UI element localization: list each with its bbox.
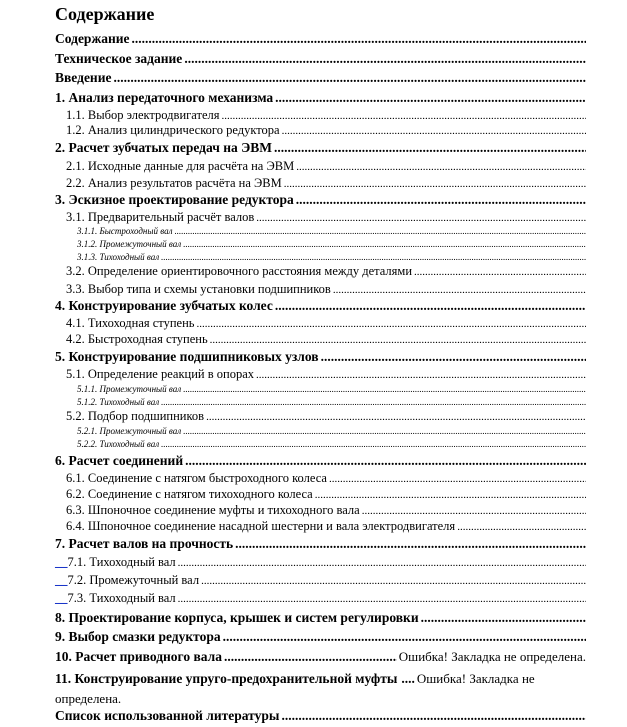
toc-entry-label: 1.2. Анализ цилиндрического редуктора	[66, 123, 280, 137]
toc-entry[interactable]	[55, 192, 586, 208]
toc-entry-label: 3.2. Определение ориентировочного расстояния между деталями	[66, 264, 413, 278]
toc-entry[interactable]	[55, 70, 586, 86]
toc-entry[interactable]	[55, 316, 586, 331]
toc-entry-label: 7.3. Тихоходный вал	[67, 591, 176, 605]
toc-entry-label: 1.1. Выбор электродвигателя	[66, 108, 220, 122]
dot-leader	[275, 90, 586, 106]
dot-leader	[196, 316, 586, 331]
dot-leader	[256, 210, 586, 225]
hyperlink-marker[interactable]: __	[55, 555, 68, 569]
toc-entry-label: 5. Конструирование подшипниковых узлов	[55, 349, 319, 364]
dot-leader	[421, 610, 586, 626]
toc-entry-label: 6.2. Соединение с натягом тихоходного колеса	[66, 487, 313, 501]
toc-entry[interactable]	[55, 31, 586, 47]
dot-leader	[210, 332, 586, 347]
toc-entry[interactable]	[55, 159, 586, 174]
toc-entry[interactable]	[55, 555, 586, 570]
hyperlink-marker[interactable]: __	[55, 591, 68, 605]
toc-entry[interactable]	[55, 503, 586, 518]
dot-leader	[185, 453, 586, 469]
dot-leader	[414, 264, 586, 279]
dot-leader	[161, 252, 586, 262]
hyperlink-marker[interactable]: __	[55, 573, 68, 587]
dot-leader	[256, 367, 586, 382]
toc-entry-label: 5.2.1. Промежуточный вал	[77, 426, 182, 436]
toc-entry-label: 1. Анализ передаточного механизма	[55, 90, 274, 105]
dot-leader	[362, 503, 586, 518]
dot-leader	[113, 70, 586, 86]
toc-entry[interactable]	[55, 123, 586, 138]
toc-entry[interactable]	[55, 439, 586, 449]
toc-entry[interactable]	[55, 140, 586, 156]
dot-leader	[224, 649, 397, 665]
toc-entry[interactable]	[55, 367, 586, 382]
toc-entry-label: Техническое задание	[55, 51, 183, 66]
toc-entry-label: 4. Конструирование зубчатых колес	[55, 298, 273, 313]
toc-entry[interactable]	[55, 536, 586, 552]
dot-leader	[296, 159, 586, 174]
toc-entry-label: 6. Расчет соединений	[55, 453, 184, 468]
toc-entry-label: 2. Расчет зубчатых передач на ЭВМ	[55, 140, 273, 155]
toc-entry-label: 5.1.1. Промежуточный вал	[77, 384, 182, 394]
dot-leader	[282, 123, 586, 138]
toc-entry-label: 5.2. Подбор подшипников	[66, 409, 205, 423]
dot-leader	[161, 397, 586, 407]
toc-entry-label: 9. Выбор смазки редуктора	[55, 629, 221, 644]
dot-leader	[457, 519, 586, 534]
bookmark-error-text: Ошибка! Закладка не определена.	[398, 649, 586, 664]
toc-entry-label: 5.1. Определение реакций в опорах	[66, 367, 255, 381]
toc-entry-label: 3.3. Выбор типа и схемы установки подшипников	[66, 282, 331, 296]
toc-entry[interactable]	[55, 349, 586, 365]
dot-leader	[206, 409, 586, 424]
toc-entry[interactable]	[55, 384, 586, 394]
toc-entry-label: 4.1. Тихоходная ступень	[66, 316, 195, 330]
toc-entry[interactable]	[55, 51, 586, 67]
toc-entry-label: 7.2. Промежуточный вал	[67, 573, 200, 587]
toc-entry[interactable]	[55, 426, 586, 436]
dot-leader	[281, 708, 586, 724]
dot-leader	[201, 573, 586, 588]
toc-entry-label: 6.4. Шпоночное соединение насадной шестерни и вала электродвигателя	[66, 519, 456, 533]
dot-leader	[183, 239, 586, 249]
dot-leader	[222, 108, 587, 123]
toc-entry[interactable]	[55, 397, 586, 407]
dot-leader	[329, 471, 586, 486]
dot-leader	[175, 226, 586, 236]
toc-entry-label: 7.1. Тихоходный вал	[67, 555, 176, 569]
toc-entry-label: 2.1. Исходные данные для расчёта на ЭВМ	[66, 159, 295, 173]
dot-leader	[296, 192, 586, 208]
toc-entry-label: 11. Конструирование упруго-предохранительной муфты	[55, 671, 398, 686]
toc-entry[interactable]	[55, 519, 586, 534]
toc-entry[interactable]	[55, 264, 586, 279]
toc-entry[interactable]	[55, 332, 586, 347]
toc-title: Содержание	[55, 4, 155, 24]
toc-entry-label: 3.1.2. Промежуточный вал	[77, 239, 182, 249]
toc-entry-label: 5.2.2. Тихоходный вал	[77, 439, 160, 449]
dot-leader: ....	[401, 671, 415, 686]
toc-entry[interactable]	[55, 90, 586, 106]
dot-leader	[333, 282, 586, 297]
dot-leader	[184, 51, 586, 67]
toc-entry[interactable]	[55, 298, 586, 314]
dot-leader	[183, 384, 586, 394]
toc-entry[interactable]	[55, 669, 586, 709]
toc-entry[interactable]	[55, 409, 586, 424]
toc-entry[interactable]	[55, 239, 586, 249]
toc-entry[interactable]	[55, 252, 586, 262]
dot-leader	[132, 31, 586, 47]
toc-entry[interactable]	[55, 573, 586, 588]
dot-leader	[274, 140, 586, 156]
toc-entry[interactable]	[55, 629, 586, 645]
toc-entry-label: Содержание	[55, 31, 130, 46]
dot-leader	[275, 298, 586, 314]
toc-entry[interactable]	[55, 282, 586, 297]
bookmark-error-text: Ошибка! Закладка не определена.	[55, 671, 535, 706]
toc-entry[interactable]	[55, 471, 586, 486]
toc-entry-label: 7. Расчет валов на прочность	[55, 536, 234, 551]
toc-entry-label: 3. Эскизное проектирование редуктора	[55, 192, 294, 207]
toc-entry[interactable]	[55, 487, 586, 502]
dot-leader	[315, 487, 586, 502]
toc-entry[interactable]	[55, 108, 586, 123]
dot-leader	[321, 349, 586, 365]
toc-entry-label: 8. Проектирование корпуса, крышек и систем регулировки	[55, 610, 419, 625]
toc-entry-label: 3.1.1. Быстроходный вал	[77, 226, 173, 236]
toc-entry-label: 6.1. Соединение с натягом быстроходного колеса	[66, 471, 327, 485]
toc-entry-label: 2.2. Анализ результатов расчёта на ЭВМ	[66, 176, 282, 190]
toc-entry-label: Список использованной литературы	[55, 708, 280, 723]
toc-entry-label: 3.1.3. Тихоходный вал	[77, 252, 160, 262]
dot-leader	[178, 591, 586, 606]
toc-entry-label: 5.1.2. Тихоходный вал	[77, 397, 160, 407]
toc-entry[interactable]	[55, 708, 586, 724]
toc-entry[interactable]	[55, 591, 586, 606]
toc-entry[interactable]	[55, 610, 586, 626]
toc-entry-label: Введение	[55, 70, 112, 85]
dot-leader	[161, 439, 586, 449]
toc-entry[interactable]	[55, 649, 586, 665]
toc-entry[interactable]	[55, 176, 586, 191]
toc-entry-label: 4.2. Быстроходная ступень	[66, 332, 208, 346]
dot-leader	[183, 426, 586, 436]
dot-leader	[284, 176, 586, 191]
toc-entry[interactable]	[55, 226, 586, 236]
dot-leader	[178, 555, 586, 570]
toc-entry-label: 3.1. Предварительный расчёт валов	[66, 210, 255, 224]
toc-entry[interactable]	[55, 453, 586, 469]
toc-entry-label: 6.3. Шпоночное соединение муфты и тихоходного вала	[66, 503, 360, 517]
toc-entry[interactable]	[55, 210, 586, 225]
dot-leader	[223, 629, 586, 645]
toc-entry-label: 10. Расчет приводного вала	[55, 649, 222, 664]
dot-leader	[235, 536, 586, 552]
